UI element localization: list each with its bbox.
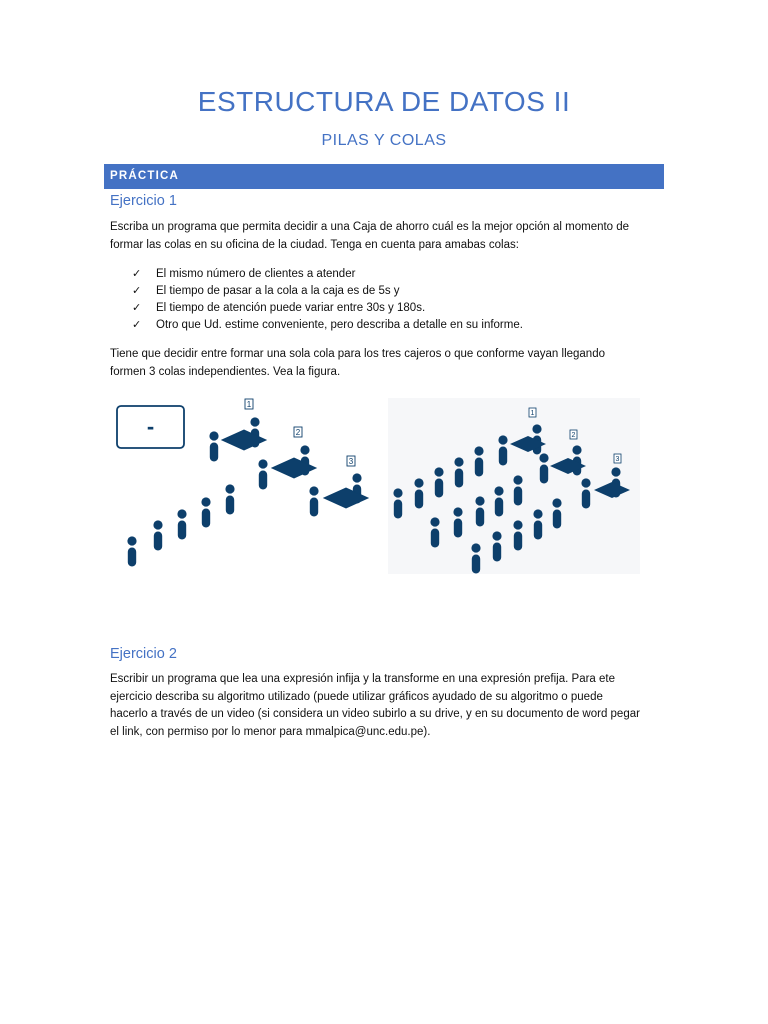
display-symbol: - (146, 414, 155, 439)
ejercicio-1-intro (110, 219, 655, 254)
counter-label: 1 (246, 400, 252, 409)
ejercicio-2-text (110, 671, 655, 741)
person-icon (177, 509, 186, 539)
person-icon (434, 467, 443, 497)
three-queues-illustration (388, 398, 640, 574)
list-item (132, 266, 523, 283)
ej2-line-4: el link, con permiso por lo menor para mmalpica@unc.edu.pe). (110, 725, 431, 738)
counter-label: 3 (615, 456, 620, 463)
bullet-text: El tiempo de pasar a la cola a la caja es de 5s y (156, 285, 400, 297)
counter-desk-icon (272, 458, 316, 478)
checkmark-icon: ✓ (132, 319, 142, 331)
counter-label: 2 (295, 428, 301, 437)
heading-ejercicio-2: Ejercicio 2 (110, 646, 177, 662)
counter-label: 1 (530, 410, 535, 417)
bullet-text: El tiempo de atención puede variar entre 30s y 180s. (156, 302, 426, 314)
person-icon (474, 446, 483, 476)
person-icon (494, 486, 503, 516)
bullet-text: Otro que Ud. estime conveniente, pero describa a detalle en su informe. (156, 319, 523, 331)
counter-desk-icon (222, 430, 266, 450)
person-icon (225, 484, 234, 514)
person-icon (552, 498, 561, 528)
person-icon (453, 507, 462, 537)
person-icon (533, 509, 542, 539)
person-icon (393, 488, 402, 518)
counter-label: 3 (348, 457, 354, 466)
person-icon (201, 497, 210, 527)
person-icon (471, 543, 480, 573)
ej2-line-1: Escribir un programa que lea una expresión infija y la transforme en una expresión prefija. Para ete (110, 673, 616, 685)
section-bar-practica: PRÁCTICA (104, 164, 664, 189)
queue-figure (110, 392, 650, 582)
intro-line-2: formar las colas en su oficina de la ciudad. Tenga en cuenta para amabas colas: (110, 238, 519, 251)
list-item (132, 283, 523, 300)
checkmark-icon: ✓ (132, 285, 142, 297)
person-icon (258, 459, 267, 489)
bullet-text: El mismo número de clientes a atender (156, 268, 356, 280)
person-icon (475, 496, 484, 526)
person-icon (539, 453, 548, 483)
ej2-line-2: ejercicio describa su algoritmo utilizado (puede utilizar gráficos ayudado de su algoritmo o puede (110, 690, 603, 703)
person-icon (153, 520, 162, 550)
counter-desk-icon (324, 488, 368, 508)
list-item (132, 300, 523, 317)
figure-background (388, 398, 640, 574)
person-icon (513, 520, 522, 550)
after-line-1: Tiene que decidir entre formar una sola cola para los tres cajeros o que conforme vayan llegando (110, 348, 605, 360)
person-icon (209, 431, 218, 461)
checkmark-icon: ✓ (132, 268, 142, 280)
checklist (132, 266, 523, 334)
document-title: ESTRUCTURA DE DATOS II (197, 86, 571, 117)
person-icon (498, 435, 507, 465)
left-counters (222, 430, 368, 508)
person-icon (513, 475, 522, 505)
single-queue-illustration (117, 399, 368, 567)
person-icon (581, 478, 590, 508)
intro-line-1: Escriba un programa que permita decidir a una Caja de ahorro cuál es la mejor opción al momento de (110, 221, 630, 233)
person-icon (309, 486, 318, 516)
person-icon (127, 536, 136, 566)
person-icon (414, 478, 423, 508)
heading-ejercicio-1: Ejercicio 1 (110, 193, 177, 209)
document-subtitle: PILAS Y COLAS (321, 132, 447, 149)
checkmark-icon: ✓ (132, 302, 142, 314)
left-counter-labels (245, 399, 355, 466)
person-icon (454, 457, 463, 487)
ejercicio-1-after (110, 346, 655, 381)
ej2-line-3: hacerlo a través de un video (si considera un video subirlo a su drive, y en su documento de word pegar (110, 708, 640, 720)
after-line-2: formen 3 colas independientes. Vea la figura. (110, 365, 341, 378)
person-icon (492, 531, 501, 561)
counter-label: 2 (571, 432, 576, 439)
person-icon (430, 517, 439, 547)
list-item (132, 317, 523, 334)
